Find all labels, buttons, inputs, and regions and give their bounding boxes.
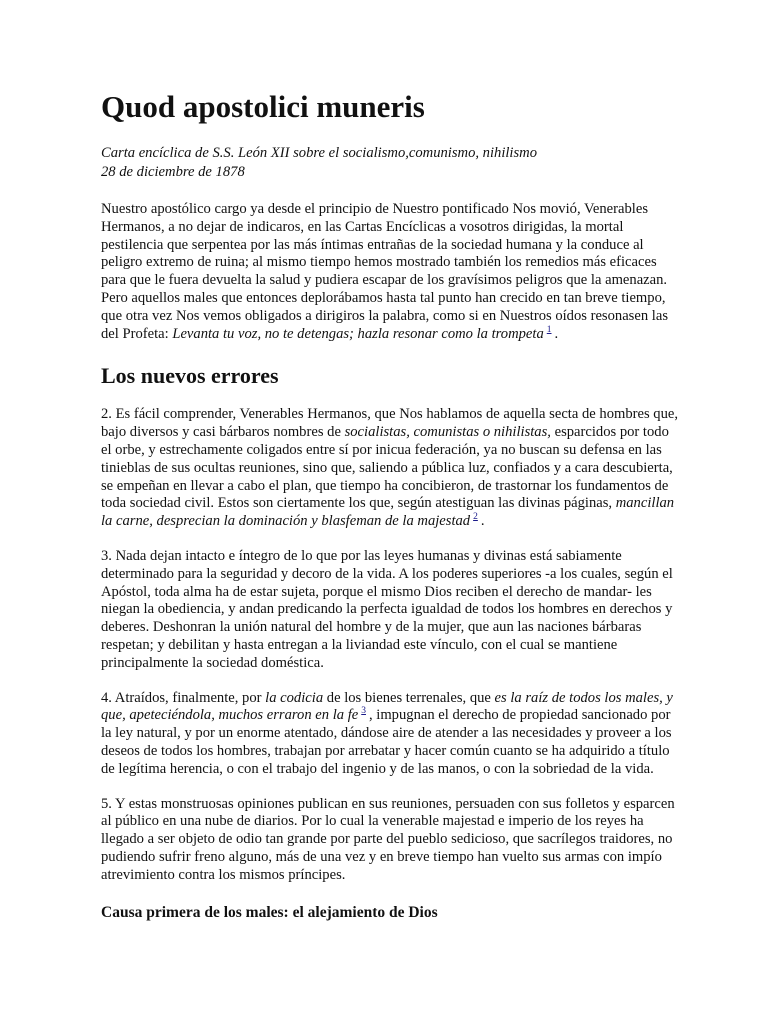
document-body [101, 78, 681, 923]
paragraph-2 [101, 406, 681, 531]
p4-text-a: 4. Atraídos, finalmente, por [101, 689, 266, 706]
p4-text-c: de los bienes terrenales, que [323, 689, 495, 706]
p4-italic-b: la codicia [265, 689, 324, 706]
subtitle-date: 28 de diciembre de 1878 [101, 164, 245, 180]
intro-text: Nuestro apostólico cargo ya desde el principio de Nuestro pontificado Nos movió, Venerables Hermanos, a no dejar de indicaros, en las Cartas Encíclicas a vosotros dirigidas, la mortal pestilencia que serpentea por las más íntimas entrañas de la sociedad humana y la conduce al peligro extremo de ruina; al mismo tiempo hemos mostrado también los remedios más eficaces para que le fuera devuelta la salud y pudiera escapar de los gravísimos peligros que la amenazan. Pero aquellos males que entonces deplorábamos hasta tal punto han crecido en tan breve tiempo, que otra vez Nos vemos obligados a dirigiros la palabra, como si en Nuestros oídos resonasen las del Profeta: [101, 201, 668, 342]
intro-quote: Levanta tu voz, no te detengas; hazla resonar como la trompeta [172, 325, 544, 342]
section-heading-nuevos-errores: Los nuevos errores [101, 363, 279, 389]
subtitle [101, 144, 681, 182]
paragraph-3: 3. Nada dejan intacto e íntegro de lo que por las leyes humanas y divinas está sabiamente determinado para la seguridad y decoro de la vida. A los poderes superiores -a los cuales, según el Apóstol, toda alma ha de estar sujeta, porque el mismo Dios reciben el derecho de mandar- les niegan la obediencia, y andan predicando la perfecta igualdad de todos los hombres en derechos y deberes. Deshonran la unión natural del hombre y de la mujer, que aun las naciones bárbaras respetan; y debilitan y hasta entregan a la liviandad este vínculo, con el cual se mantiene principalmente la sociedad doméstica. [101, 547, 673, 671]
section-heading-causa-primera: Causa primera de los males: el alejamiento de Dios [101, 903, 438, 921]
footnote-link-3[interactable]: 3 [361, 706, 366, 717]
footnote-link-2[interactable]: 2 [473, 512, 478, 523]
intro-paragraph [101, 201, 681, 343]
footnote-link-1[interactable]: 1 [546, 324, 552, 335]
p2-end: . [480, 513, 485, 530]
subtitle-description: Carta encíclica de S.S. León XII sobre el socialismo,comunismo, nihilismo [101, 145, 538, 161]
paragraph-5: 5. Y estas monstruosas opiniones publican en sus reuniones, persuaden con sus folletos y esparcen al público en una nube de diarios. Por lo cual la venerable majestad e imperio de los reyes ha llegado a ser objeto de odio tan grande por parte del pueblo sedicioso, que sacrílegos traidores, no pudiendo sufrir freno alguno, más de una vez y en breve tiempo han vuelto sus armas con impío atrevimiento contra los mismos príncipes. [101, 795, 675, 883]
intro-end: . [554, 325, 559, 342]
p2-italic-d: mancillan la carne, desprecian la dominación y blasfeman de la majestad [101, 495, 675, 530]
p2-text-c: esparcidos por todo el orbe, y estrechamente coligados entre sí por inicua federación, ya no buscan su defensa en las tinieblas de sus ocultas reuniones, sino que, saliendo a pública luz, confiados y a cara descubierta, se empeñan en llevar a cabo el plan, que tiempo ha concibieron, de trastornar los fundamentos de toda sociedad civil. Estos son ciertamente los que, según atestiguan las divinas páginas, [101, 424, 673, 512]
paragraph-4 [101, 690, 681, 779]
page-title: Quod apostolici muneris [101, 89, 425, 124]
p2-italic-b: socialistas, comunistas o nihilistas, [344, 424, 551, 441]
p4-italic-d: es la raíz de todos los males, y que, apeteciéndola, muchos erraron en la fe [101, 689, 673, 724]
p4-text-e: , impugnan el derecho de propiedad sancionado por la ley natural, y por un enorme atentado, dándose aire de atender a las necesidades y proveer a los deseos de todos los hombres, trabajan por arrebatar y hacer común cuanto se ha adquirido a título de legítima herencia, o con el trabajo del ingenio y de las manos, o con la sobriedad de la vida. [101, 707, 672, 777]
p2-text-a: 2. Es fácil comprender, Venerables Hermanos, que Nos hablamos de aquella secta de hombres que, bajo diversos y casi bárbaros nombres de [101, 406, 679, 441]
